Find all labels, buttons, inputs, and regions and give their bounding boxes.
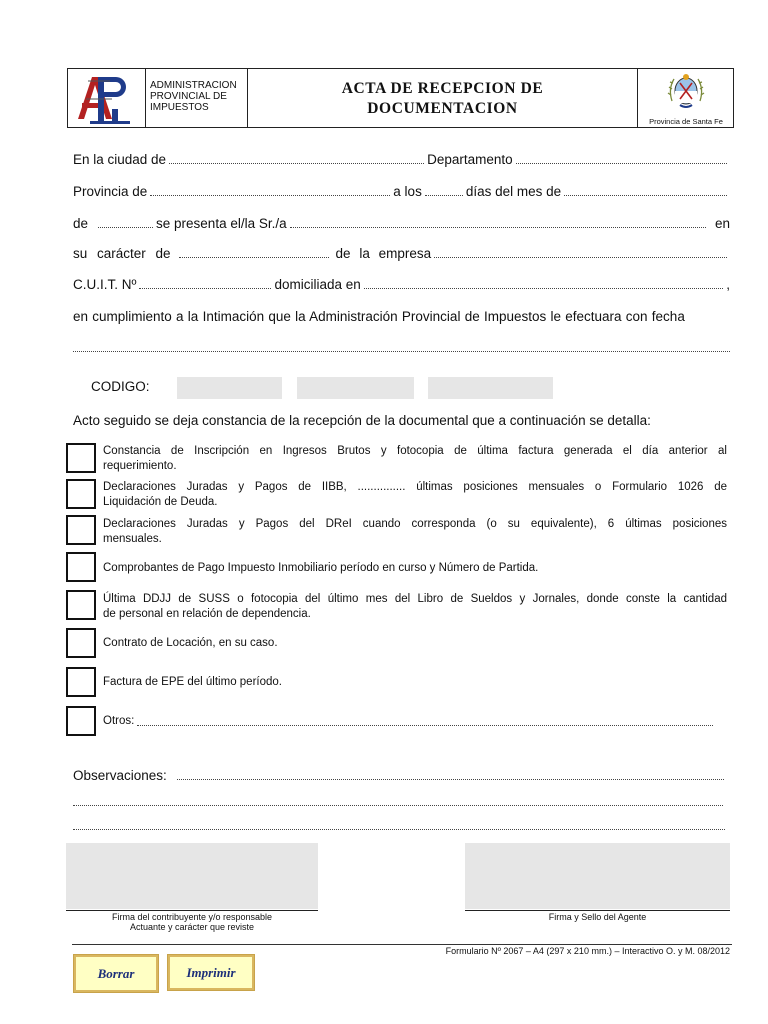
observaciones-line: [73, 768, 727, 783]
checklist-text: Liquidación de Deuda.: [103, 495, 218, 508]
caracter-field[interactable]: [179, 256, 329, 258]
checklist-text: de personal en relación de dependencia.: [103, 607, 311, 620]
checkbox-iibb[interactable]: [66, 479, 96, 509]
checkbox-suss[interactable]: [66, 590, 96, 620]
observaciones-line-3: [73, 820, 725, 830]
agency-name-line: PROVINCIAL DE: [150, 91, 227, 102]
checklist-text: mensuales.: [103, 532, 162, 545]
empresa-field[interactable]: [434, 256, 727, 258]
checklist-item-iibb: [103, 480, 727, 509]
agency-name-line: ADMINISTRACION: [150, 80, 237, 91]
caracter-label: su carácter de: [73, 246, 171, 261]
checklist-text: requerimiento.: [103, 459, 177, 472]
seal-cell: [638, 69, 734, 127]
form-header: [67, 68, 734, 128]
caracter-line: [73, 246, 730, 261]
checkbox-constancia[interactable]: [66, 443, 96, 473]
checklist-text: Otros:: [103, 715, 135, 727]
dias-field[interactable]: [425, 194, 463, 196]
fecha-field[interactable]: [73, 350, 730, 352]
checkbox-contrato[interactable]: [66, 628, 96, 658]
checklist-text: Factura de EPE del último período.: [103, 676, 282, 688]
taxpayer-signature-line: [66, 910, 318, 911]
nombre-field[interactable]: [290, 226, 706, 228]
en-label: en: [714, 216, 730, 231]
form-number: Formulario Nº 2067 – A4 (297 x 210 mm.) – Interactivo O. y M. 08/2012: [445, 946, 730, 956]
cuit-line: [73, 277, 730, 292]
checklist-text: Declaraciones Juradas y Pagos de IIBB, ............... últimas posiciones mensuales o Formulario 1026 de: [103, 481, 727, 493]
acto-text: Acto seguido se deja constancia de la recepción de la documental que a continuación se detalla:: [73, 413, 651, 428]
mes-field[interactable]: [564, 194, 727, 196]
agent-signature-caption: Firma y Sello del Agente: [548, 912, 647, 922]
departamento-label: Departamento: [427, 152, 513, 167]
checklist-item-constancia: [103, 444, 727, 473]
domicilio-field[interactable]: [364, 287, 723, 289]
city-label: En la ciudad de: [73, 152, 167, 167]
checklist-text: Contrato de Locación, en su caso.: [103, 637, 278, 649]
cumplimiento-text: en cumplimiento a la Intimación que la Administración Provincial de Impuestos le efectuara con fecha: [73, 309, 685, 324]
agency-name-line: IMPUESTOS: [150, 102, 209, 113]
year-field[interactable]: [98, 226, 153, 228]
borrar-button[interactable]: Borrar: [74, 955, 158, 992]
agent-signature-line: [465, 910, 730, 911]
imprimir-button[interactable]: Imprimir: [168, 955, 254, 990]
footer-rule: [72, 944, 732, 945]
checklist-text: Última DDJJ de SUSS o fotocopia del último mes del Libro de Sueldos y Jornales, donde conste la cantidad: [103, 593, 727, 605]
city-line: [73, 152, 730, 167]
a-los-label: a los: [393, 184, 422, 199]
checklist-item-suss: [103, 592, 727, 621]
checklist-text: Comprobantes de Pago Impuesto Inmobiliario período en curso y Número de Partida.: [103, 562, 539, 574]
empresa-label: de la empresa: [335, 246, 432, 261]
checkbox-epe[interactable]: [66, 667, 96, 697]
agent-signature-area[interactable]: [465, 843, 730, 909]
title-cell: [248, 69, 638, 127]
departamento-field[interactable]: [516, 162, 727, 164]
api-logo-icon: [68, 69, 144, 127]
provincia-label: Provincia de: [73, 184, 148, 199]
signature-caption-line: Firma del contribuyente y/o responsable: [111, 912, 273, 922]
observaciones-label: Observaciones:: [73, 768, 167, 783]
codigo-label: CODIGO:: [91, 379, 150, 394]
agency-name: [150, 80, 237, 113]
checklist-item-epe: [103, 675, 727, 690]
presenta-label: se presenta el/la Sr./a: [156, 216, 287, 231]
santa-fe-seal-icon: [666, 71, 706, 111]
checklist-item-otros: [103, 714, 716, 729]
codigo-field-3[interactable]: [428, 377, 553, 399]
de-label: de: [73, 216, 89, 231]
observaciones-field-2[interactable]: [73, 804, 723, 806]
cumplimiento-line: [73, 309, 730, 324]
signature-caption-line: Actuante y carácter que reviste: [129, 922, 255, 932]
comma: ,: [726, 277, 730, 292]
title-line: DOCUMENTACION: [367, 100, 518, 117]
domiciliada-label: domiciliada en: [274, 277, 361, 292]
fecha-line: [73, 340, 730, 352]
agency-cell: [146, 69, 248, 127]
city-field[interactable]: [169, 162, 424, 164]
observaciones-field[interactable]: [177, 778, 724, 780]
checklist-text: Declaraciones Juradas y Pagos del DReI cuando corresponda (o su equivalente), 6 últimas posiciones: [103, 518, 727, 530]
checkbox-drei[interactable]: [66, 515, 96, 545]
codigo-field-1[interactable]: [177, 377, 282, 399]
presenta-line: [73, 216, 730, 231]
province-line: [73, 184, 730, 199]
observaciones-line-2: [73, 796, 723, 806]
checklist-item-drei: [103, 517, 727, 546]
cuit-field[interactable]: [139, 287, 271, 289]
checkbox-inmobiliario[interactable]: [66, 552, 96, 582]
taxpayer-signature-area[interactable]: [66, 843, 318, 909]
observaciones-field-3[interactable]: [73, 828, 725, 830]
logo-cell: [68, 69, 146, 127]
title-line: ACTA DE RECEPCION DE: [341, 80, 544, 97]
cuit-label: C.U.I.T. Nº: [73, 277, 137, 292]
checkbox-otros[interactable]: [66, 706, 96, 736]
otros-field[interactable]: [137, 724, 713, 726]
taxpayer-signature-caption: [66, 912, 318, 932]
seal-caption: Provincia de Santa Fe: [649, 117, 723, 126]
checklist-item-inmobiliario: [103, 561, 727, 576]
codigo-field-2[interactable]: [297, 377, 414, 399]
checklist-text: Constancia de Inscripción en Ingresos Brutos y fotocopia de última factura generada el día anterior al: [103, 445, 727, 457]
document-title: [248, 79, 637, 119]
checklist-item-contrato: [103, 636, 727, 651]
dias-label: días del mes de: [465, 184, 562, 199]
provincia-field[interactable]: [150, 194, 390, 196]
